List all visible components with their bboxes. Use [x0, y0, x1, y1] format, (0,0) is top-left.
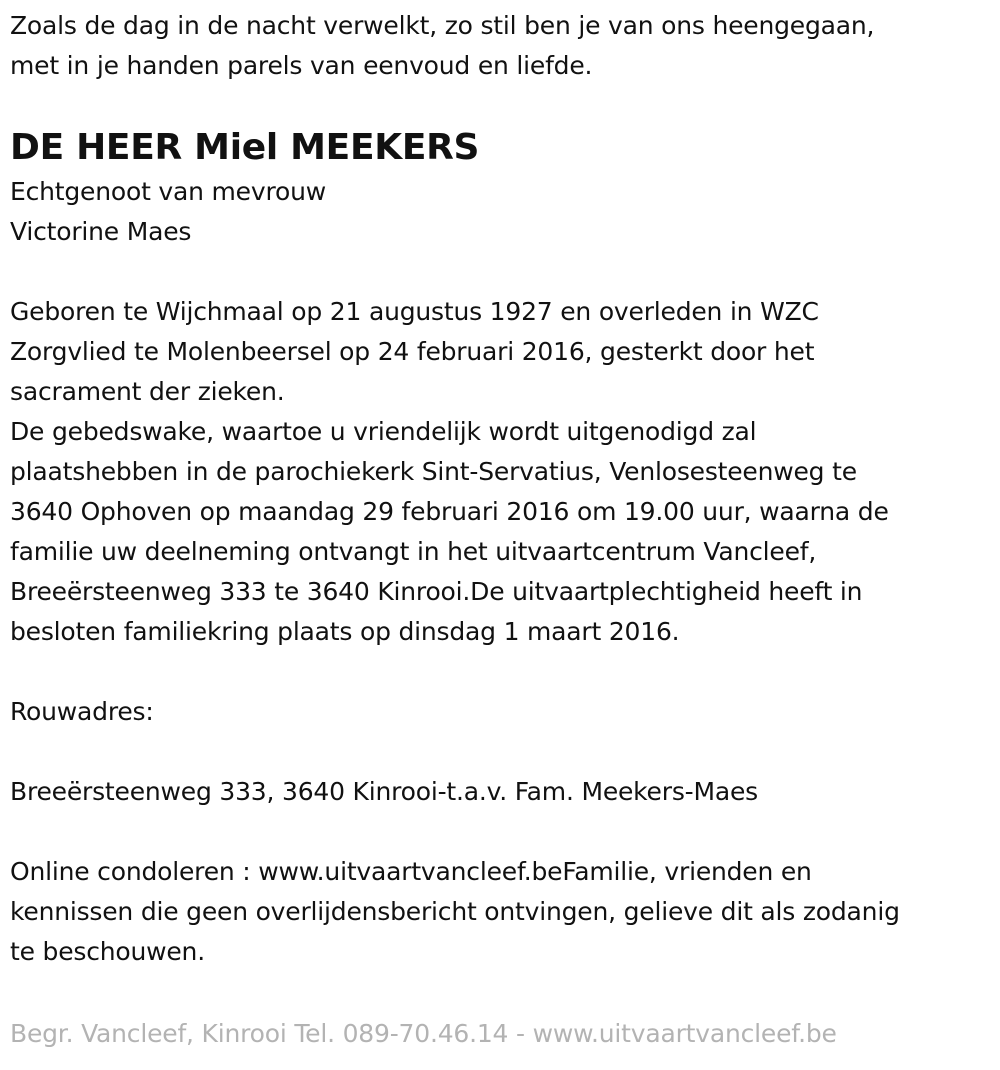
- mourning-address: Breeërsteenweg 333, 3640 Kinrooi-t.a.v. Fam. Meekers-Maes: [10, 777, 758, 806]
- closing-line: kennissen die geen overlijdensbericht ontvingen, gelieve dit als zodanig: [10, 897, 900, 926]
- mourning-address-label: Rouwadres:: [10, 697, 154, 726]
- verse-line: Zoals de dag in de nacht verwelkt, zo stil ben je van ons heengegaan,: [10, 11, 875, 40]
- closing-text: [10, 852, 985, 972]
- body-line: sacrament der zieken.: [10, 377, 285, 406]
- body-line: Geboren te Wijchmaal op 21 augustus 1927 en overleden in WZC: [10, 297, 819, 326]
- obituary-notice: [10, 6, 985, 972]
- body-line: De gebedswake, waartoe u vriendelijk wordt uitgenodigd zal: [10, 417, 757, 446]
- funeral-home-footer: Begr. Vancleef, Kinrooi Tel. 089-70.46.14 - www.uitvaartvancleef.be: [10, 1019, 837, 1048]
- memorial-verse: [10, 6, 985, 86]
- spouse-line: Echtgenoot van mevrouw: [10, 177, 326, 206]
- closing-line: Online condoleren : www.uitvaartvancleef.beFamilie, vrienden en: [10, 857, 812, 886]
- body-line: Zorgvlied te Molenbeersel op 24 februari 2016, gesterkt door het: [10, 337, 815, 366]
- body-line: besloten familiekring plaats op dinsdag 1 maart 2016.: [10, 617, 680, 646]
- verse-line: met in je handen parels van eenvoud en liefde.: [10, 51, 593, 80]
- deceased-name: DE HEER Miel MEEKERS: [10, 127, 480, 168]
- body-line: plaatshebben in de parochiekerk Sint-Servatius, Venlosesteenweg te: [10, 457, 857, 486]
- notice-body: [10, 292, 985, 652]
- body-line: 3640 Ophoven op maandag 29 februari 2016 om 19.00 uur, waarna de: [10, 497, 889, 526]
- closing-line: te beschouwen.: [10, 937, 205, 966]
- body-line: Breeërsteenweg 333 te 3640 Kinrooi.De uitvaartplechtigheid heeft in: [10, 577, 863, 606]
- spouse-info: [10, 172, 985, 252]
- spouse-line: Victorine Maes: [10, 217, 192, 246]
- body-line: familie uw deelneming ontvangt in het uitvaartcentrum Vancleef,: [10, 537, 817, 566]
